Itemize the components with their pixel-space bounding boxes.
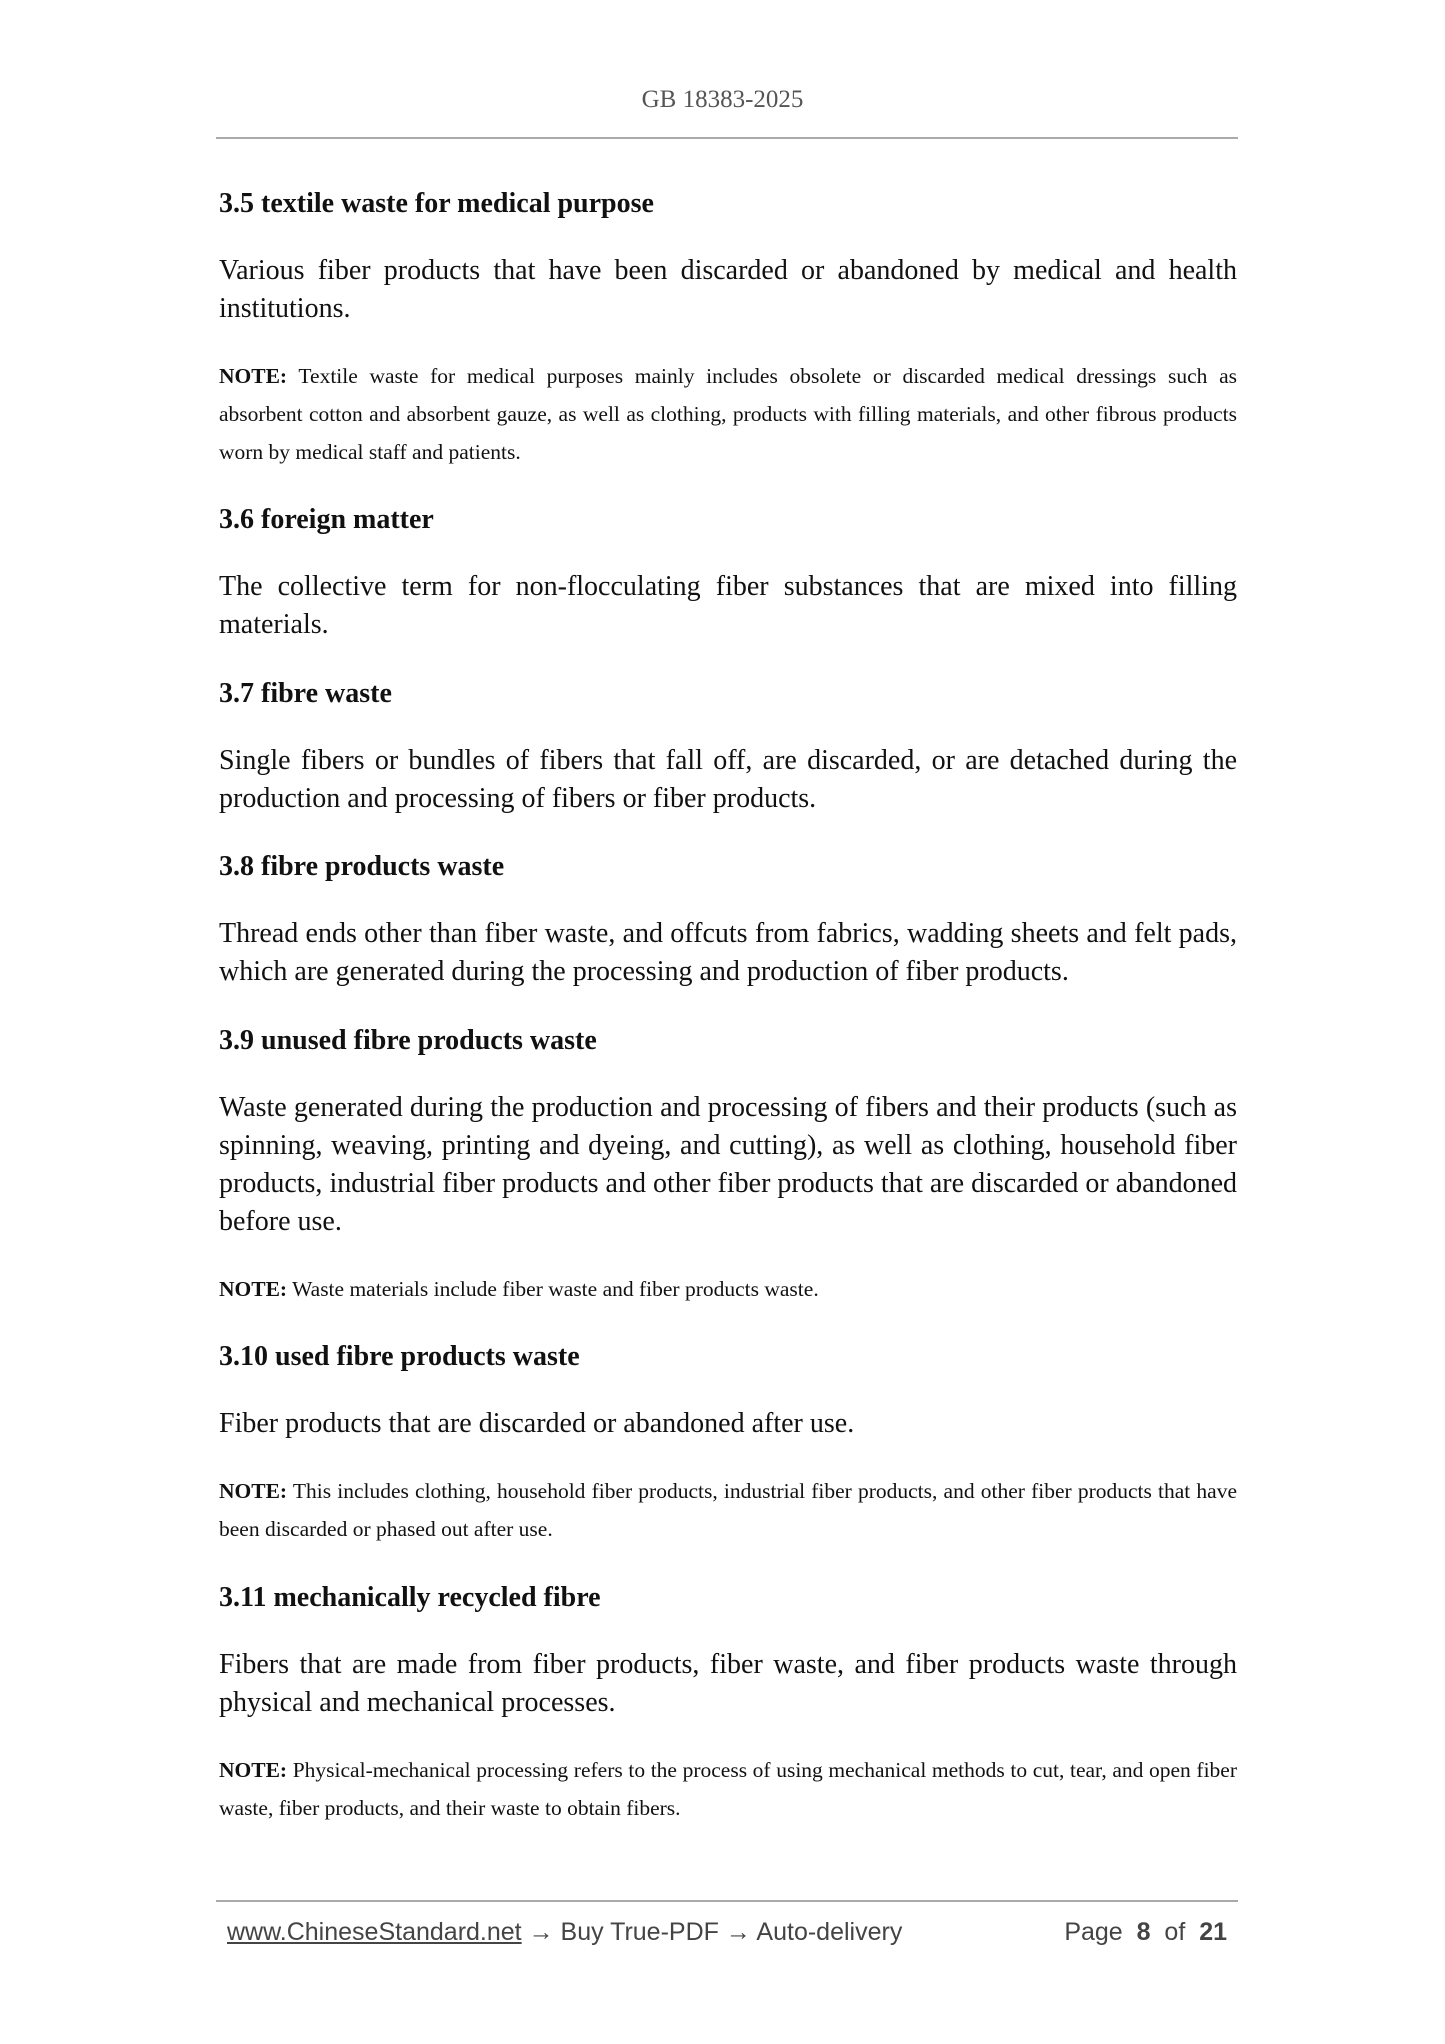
section-body: Fiber products that are discarded or abandoned after use.: [219, 1408, 855, 1439]
section-note: [219, 1472, 1237, 1548]
header-divider: [216, 137, 1238, 139]
section-3-10: [219, 1338, 1237, 1376]
auto-delivery-text: Auto-delivery: [756, 1918, 903, 1946]
section-3-7: [219, 675, 1237, 713]
note-label: NOTE:: [219, 1758, 288, 1782]
page-label: Page: [1064, 1918, 1123, 1946]
note-text: Textile waste for medical purposes mainly includes obsolete or discarded medical dressings such as absorbent cotton and absorbent gauze, as well as clothing, products with filling materials, and other fibrous products worn by medical staff and patients.: [219, 364, 1237, 464]
section-heading: 3.10 used fibre products waste: [219, 1341, 580, 1372]
section-3-6: [219, 501, 1237, 539]
buy-true-pdf-text: Buy True-PDF: [560, 1918, 719, 1946]
note-label: NOTE:: [219, 1277, 288, 1301]
note-text: This includes clothing, household fiber products, industrial fiber products, and other fiber products that have been discarded or phased out after use.: [219, 1479, 1237, 1541]
page-total: 21: [1199, 1918, 1227, 1946]
section-body: Thread ends other than fiber waste, and offcuts from fabrics, wadding sheets and felt pads, which are generated during the processing and production of fiber products.: [219, 918, 1237, 987]
page-number: 8: [1136, 1918, 1151, 1946]
arrow-icon: →: [718, 1918, 757, 1946]
section-heading: 3.5 textile waste for medical purpose: [219, 188, 654, 219]
section-body: Fibers that are made from fiber products, fiber waste, and fiber products waste through physical and mechanical processes.: [219, 1649, 1237, 1718]
section-note: [219, 1270, 1237, 1308]
footer-divider: [216, 1900, 1238, 1902]
section-heading: 3.7 fibre waste: [219, 678, 392, 709]
section-body: Single fibers or bundles of fibers that fall off, are discarded, or are detached during the production and processing of fibers or fiber products.: [219, 745, 1237, 814]
section-note: [219, 1751, 1237, 1827]
website-link[interactable]: www.ChineseStandard.net: [227, 1918, 522, 1946]
arrow-icon: →: [521, 1918, 561, 1946]
note-text: Physical-mechanical processing refers to the process of using mechanical methods to cut, tear, and open fiber waste, fiber products, and their waste to obtain fibers.: [219, 1758, 1237, 1820]
section-3-11: [219, 1579, 1237, 1617]
section-body: The collective term for non-flocculating fiber substances that are mixed into filling materials.: [219, 571, 1237, 640]
of-label: of: [1164, 1918, 1186, 1946]
section-body: Various fiber products that have been discarded or abandoned by medical and health institutions.: [219, 255, 1237, 324]
section-heading: 3.9 unused fibre products waste: [219, 1025, 597, 1056]
page-indicator: [1064, 1918, 1227, 1947]
note-label: NOTE:: [219, 364, 288, 388]
note-text: Waste materials include fiber waste and fiber products waste.: [287, 1277, 819, 1301]
document-header-id: GB 18383-2025: [641, 86, 804, 113]
section-body: Waste generated during the production and processing of fibers and their products (such as spinning, weaving, printing and dyeing, and cutting), as well as clothing, household fiber products, industrial fiber products and other fiber products that are discarded or abandoned before use.: [219, 1092, 1237, 1237]
section-heading: 3.6 foreign matter: [219, 504, 434, 535]
section-3-5: [219, 185, 1237, 223]
section-3-8: [219, 848, 1237, 886]
footer: [227, 1918, 1227, 1947]
section-heading: 3.8 fibre products waste: [219, 851, 505, 882]
section-heading: 3.11 mechanically recycled fibre: [219, 1582, 601, 1613]
section-3-9: [219, 1022, 1237, 1060]
note-label: NOTE:: [219, 1479, 288, 1503]
section-note: [219, 357, 1237, 471]
